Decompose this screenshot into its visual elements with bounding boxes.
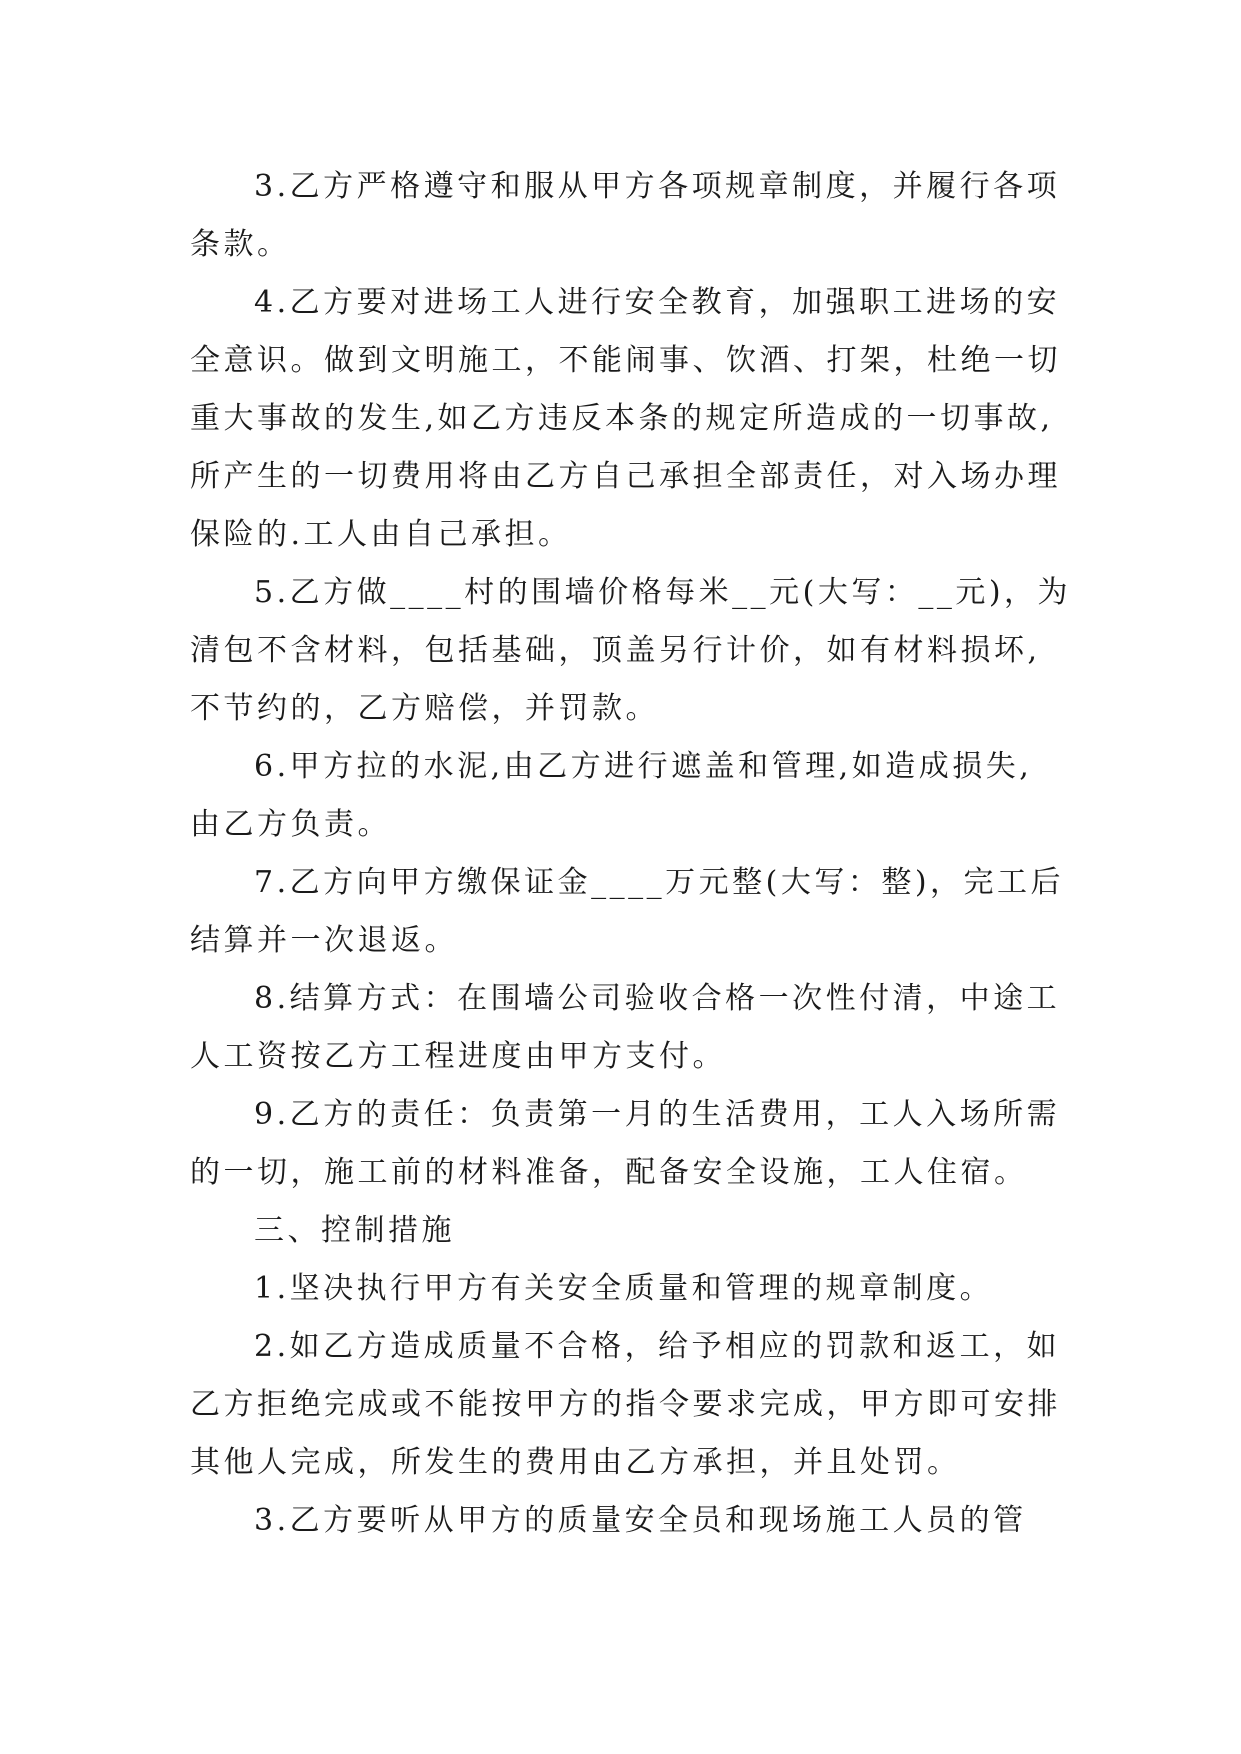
text-line: 全意识。做到文明施工，不能闹事、饮酒、打架，杜绝一切 [190, 343, 1061, 378]
text-line: 其他人完成，所发生的费用由乙方承担，并且处罚。 [190, 1445, 961, 1480]
document-body [190, 158, 1072, 1550]
text-line: 条款。 [190, 227, 291, 262]
text-line: 清包不含材料，包括基础，顶盖另行计价，如有材料损坏, [190, 633, 1041, 668]
text-line: 6.甲方拉的水泥,由乙方进行遮盖和管理,如造成损失, [254, 749, 1033, 784]
text-line: 3.乙方严格遵守和服从甲方各项规章制度，并履行各项 [254, 169, 1061, 204]
text-line: 3.乙方要听从甲方的质量安全员和现场施工人员的管 [254, 1503, 1027, 1538]
text-line: 人工资按乙方工程进度由甲方支付。 [190, 1039, 726, 1074]
text-line: 由乙方负责。 [190, 807, 391, 842]
text-line: 所产生的一切费用将由乙方自己承担全部责任，对入场办理 [190, 459, 1061, 494]
text-line: 5.乙方做____村的围墙价格每米__元(大写：__元)，为 [254, 575, 1072, 610]
text-line: 乙方拒绝完成或不能按甲方的指令要求完成，甲方即可安排 [190, 1387, 1061, 1422]
text-line: 8.结算方式：在围墙公司验收合格一次性付清，中途工 [254, 981, 1061, 1016]
text-line: 三、控制措施 [254, 1213, 455, 1248]
text-line: 2.如乙方造成质量不合格，给予相应的罚款和返工，如 [254, 1329, 1061, 1364]
text-line: 9.乙方的责任：负责第一月的生活费用，工人入场所需 [254, 1097, 1061, 1132]
text-line: 保险的.工人由自己承担。 [190, 517, 572, 552]
text-line: 的一切，施工前的材料准备，配备安全设施，工人住宿。 [190, 1155, 1028, 1190]
text-line: 4.乙方要对进场工人进行安全教育，加强职工进场的安 [254, 285, 1061, 320]
text-line: 重大事故的发生,如乙方违反本条的规定所造成的一切事故, [190, 401, 1054, 436]
text-line: 7.乙方向甲方缴保证金____万元整(大写：整)，完工后 [254, 865, 1065, 900]
text-line: 1.坚决执行甲方有关安全质量和管理的规章制度。 [254, 1271, 994, 1306]
text-line: 不节约的，乙方赔偿，并罚款。 [190, 691, 659, 726]
text-line: 结算并一次退返。 [190, 923, 458, 958]
